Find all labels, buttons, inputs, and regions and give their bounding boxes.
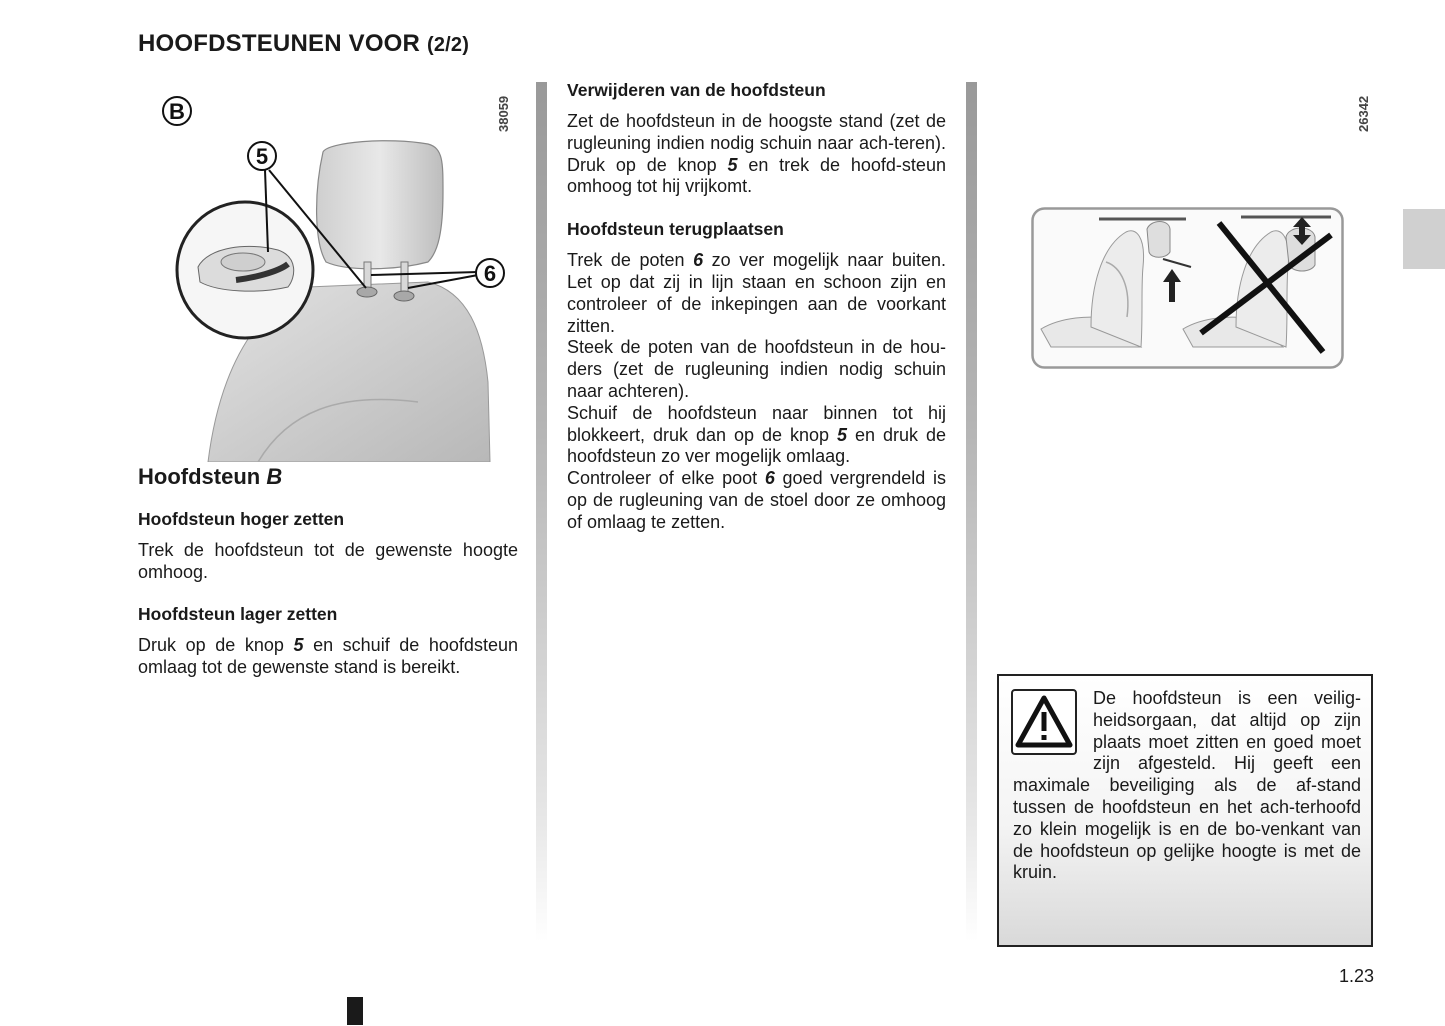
section-tab — [1403, 209, 1445, 269]
headrest-figure-b — [138, 82, 523, 462]
refit-step-4: Controleer of elke poot 6 goed vergrendeld is op de rugleuning van de stoel door ze omhoog of omlaag te zetten. — [567, 468, 946, 532]
figure-code-left: 38059 — [496, 95, 511, 132]
headrest-position-figure — [1031, 207, 1344, 369]
page-title — [138, 30, 469, 58]
raise-title: Hoofdsteun hoger zetten — [138, 508, 345, 529]
left-column — [138, 466, 518, 679]
page-number: 1.23 — [1339, 966, 1375, 986]
callout-b: B — [169, 99, 185, 124]
refit-step-2: Steek de poten van de hoofdsteun in de hou-ders (zet de rugleuning indien nodig schuin naar achteren). — [567, 337, 946, 401]
figure-code-right: 26342 — [1356, 95, 1371, 132]
page-marker — [347, 997, 363, 1025]
raise-text: Trek de hoofdsteun tot de gewenste hoogte omhoog. — [138, 539, 518, 582]
warning-box — [997, 674, 1373, 947]
middle-column — [567, 79, 946, 534]
title-text: HOOFDSTEUNEN VOOR — [138, 30, 421, 57]
refit-step-3: Schuif de hoofdsteun naar binnen tot hij blokkeert, druk dan op de knop 5 en druk de hoofdsteun zo ver mogelijk omlaag. — [567, 402, 946, 467]
callout-5: 5 — [255, 144, 269, 169]
lower-title: Hoofdsteun lager zetten — [138, 604, 338, 625]
lower-text: Druk op de knop 5 en schuif de hoofdsteun omlaag tot de gewenste stand is bereikt. — [138, 635, 518, 678]
refit-step-1: Trek de poten 6 zo ver mogelijk naar buiten. Let op dat zij in lijn staan en schoon zijn en controleer of de inkepingen aan de voorkant zitten. — [567, 250, 946, 336]
section-heading: Hoofdsteun B — [138, 464, 283, 489]
column-separator-right — [966, 82, 977, 942]
callout-6: 6 — [483, 261, 497, 286]
remove-title: Verwijderen van de hoofdsteun — [567, 80, 826, 100]
warning-text: De hoofdsteun is een veilig-heidsorgaan, dat altijd op zijn plaats moet zitten en goed moet zijn afgesteld. Hij geeft een maximale beveiliging als de af-stand tussen de hoofdsteun en het ach-terhoofd zo klein mogelijk is en de bo-venkant van de hoofdsteun op gelijke hoogte is met de kruin. — [1013, 688, 1361, 883]
title-part: (2/2) — [426, 34, 470, 56]
warning-text-block — [1013, 688, 1361, 884]
remove-text: Zet de hoofdsteun in de hoogste stand (zet de rugleuning indien nodig schuin naar ach-teren). Druk op de knop 5 en trek de hoofd-steun omhoog tot hij vrijkomt. — [567, 111, 946, 197]
refit-title: Hoofdsteun terugplaatsen — [567, 219, 784, 240]
column-separator-left — [536, 82, 547, 942]
